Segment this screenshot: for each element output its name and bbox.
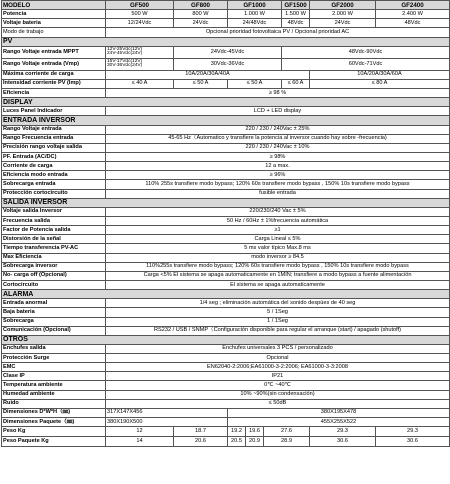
cell: IP21: [106, 372, 450, 381]
row-label: Entrada anormal: [2, 299, 106, 308]
section-header-alarma: [2, 290, 450, 299]
section-header-salida: [2, 198, 450, 207]
row-label: Eficiencia modo entrada: [2, 171, 106, 180]
row-label: PF. Entrada (AC/DC): [2, 152, 106, 161]
row-label: Factor de Potencia salida: [2, 226, 106, 235]
section-header-entrada: [2, 116, 450, 125]
cell: ≥ 96%: [106, 171, 450, 180]
cell: 2.400 W: [376, 10, 450, 19]
cell: 48Vdc: [376, 19, 450, 28]
cell: 380X195X478: [228, 408, 450, 417]
section-title: PV: [2, 37, 450, 46]
model-label: MODELO: [2, 1, 106, 10]
model-gf800: GF800: [174, 1, 228, 10]
row-label: Modo de trabajo: [2, 28, 106, 37]
row-label: EMC: [2, 363, 106, 372]
table-row: [2, 372, 450, 381]
cell: 30.6: [310, 437, 376, 447]
cell: 20.5: [228, 437, 246, 447]
row-label: Eficiencia: [2, 88, 106, 97]
section-header-otros: [2, 335, 450, 344]
table-row: [2, 308, 450, 317]
table-row: [2, 418, 450, 427]
row-label: Peso Kg: [2, 427, 106, 437]
model-gf500: GF500: [106, 1, 174, 10]
row-label: Baja bateria: [2, 308, 106, 317]
row-label: Ruido: [2, 399, 106, 408]
table-row: [2, 46, 450, 58]
cell: 24/48Vdc: [228, 19, 282, 28]
cell: 2.000 W: [310, 10, 376, 19]
cell: 24Vdc: [310, 19, 376, 28]
section-header-pv: [2, 37, 450, 46]
cell: 29.3: [310, 427, 376, 437]
cell: 45-65 Hz（Automatico y transfiere la potencia al inversor cuando hay sobre -frecuencia): [106, 134, 450, 143]
cell: 19.6: [246, 427, 264, 437]
table-row: [2, 143, 450, 152]
row-label: Intensidad corriente PV (Imp): [2, 79, 106, 88]
table-row: [2, 171, 450, 180]
table-row: [2, 253, 450, 262]
row-label: Dimensiones D*W*H（㎜): [2, 408, 106, 417]
row-label: Rango Voltaje entrada MPPT: [2, 46, 106, 58]
model-header-row: [2, 1, 450, 10]
row-label: Sobrecarga inversor: [2, 262, 106, 271]
row-label: Clase IP: [2, 372, 106, 381]
row-label: Luces Panel Indicador: [2, 107, 106, 116]
row-label: Temperatura ambiente: [2, 381, 106, 390]
cell: El sistema se apaga automaticamente: [106, 280, 450, 289]
cell: 10% ~90%(sin condensación): [106, 390, 450, 399]
row-label: Sobrecarga: [2, 317, 106, 326]
cell: 24Vdc-45Vdc: [174, 46, 282, 58]
model-gf1000: GF1000: [228, 1, 282, 10]
cell: ≤ 50dB: [106, 399, 450, 408]
table-row: [2, 437, 450, 447]
table-row: [2, 244, 450, 253]
cell: 5 ms valor típico Max.8 ms: [106, 244, 450, 253]
row-label: Max Eficiencia: [2, 253, 106, 262]
row-label: Rango Frecuencia entrada: [2, 134, 106, 143]
cell: 50 Hz / 60Hz ± 1%frecuencia automática: [106, 216, 450, 225]
cell: EN62040-2:2006;EA61000-3-2:2006; EA61000-3-3:2008: [106, 363, 450, 372]
cell: ≤ 50 A: [228, 79, 282, 88]
row-label: Tiempo transferencia PV-AC: [2, 244, 106, 253]
cell: 220 / 230 / 240Vac ± 10%: [106, 143, 450, 152]
row-label: Cortocircuito: [2, 280, 106, 289]
cell: RS232 / USB / SNMP（Configuración disponible para regular el arranque (start) / apagado (shutoff): [106, 326, 450, 335]
model-gf2400: GF2400: [376, 1, 450, 10]
cell: 1.500 W: [282, 10, 310, 19]
section-title: ALARMA: [2, 290, 450, 299]
table-row: [2, 280, 450, 289]
spec-table: [1, 0, 450, 447]
model-gf1500: GF1500: [282, 1, 310, 10]
cell: ≥1: [106, 226, 450, 235]
cell-line: 12V-25Vdc(12V): [107, 46, 143, 52]
cell: 14: [106, 437, 174, 447]
cell: 28.9: [264, 437, 310, 447]
cell: 29.3: [376, 427, 450, 437]
cell: Enchufes universales 3 PCS / personalizado: [106, 344, 450, 353]
row-label: Distorsión de la señal: [2, 235, 106, 244]
row-label: Voltaje salida Inversor: [2, 207, 106, 216]
cell: ≤ 40 A: [106, 79, 174, 88]
cell: Opcional: [106, 354, 450, 363]
table-row: [2, 399, 450, 408]
table-row: [2, 88, 450, 97]
table-row: [2, 10, 450, 19]
row-label: Dimensiones Paquete（㎜): [2, 418, 106, 427]
cell-line: 30V-36Vdc(24V): [107, 63, 143, 69]
row-label: Enchufes salida: [2, 344, 106, 353]
cell: 48Vdc-90Vdc: [282, 46, 450, 58]
cell: 1.000 W: [228, 10, 282, 19]
table-row: [2, 427, 450, 437]
table-row: [2, 216, 450, 225]
cell: 220/230/240 Vac ± 5%: [106, 207, 450, 216]
table-row: [2, 28, 450, 37]
cell: 12 a max.: [106, 162, 450, 171]
section-title: SALIDA INVERSOR: [2, 198, 450, 207]
cell: [106, 58, 174, 70]
row-label: Comunicación (Opcional): [2, 326, 106, 335]
cell: 380X190X500: [106, 418, 228, 427]
cell-line: 15V-17Vdc(12V): [107, 58, 143, 64]
model-gf2000: GF2000: [310, 1, 376, 10]
row-label: Peso Paquete Kg: [2, 437, 106, 447]
cell: 220 / 230 / 240Vac ± 25%: [106, 125, 450, 134]
cell: 30Vdc-36Vdc: [174, 58, 282, 70]
table-row: [2, 162, 450, 171]
table-row: [2, 344, 450, 353]
cell: ≥ 98 %: [106, 88, 450, 97]
cell: 48Vdc: [282, 19, 310, 28]
cell: 12/24Vdc: [106, 19, 174, 28]
cell: ≤ 60 A: [282, 79, 310, 88]
cell: 12: [106, 427, 174, 437]
cell: 20.9: [246, 437, 264, 447]
table-row: [2, 354, 450, 363]
cell: ≤ 80 A: [310, 79, 450, 88]
table-row: [2, 271, 450, 280]
row-label: Voltaje bateria: [2, 19, 106, 28]
cell: 18.7: [174, 427, 228, 437]
table-row: [2, 299, 450, 308]
table-row: [2, 107, 450, 116]
table-row: [2, 363, 450, 372]
cell: 800 W: [174, 10, 228, 19]
table-row: [2, 235, 450, 244]
table-row: [2, 79, 450, 88]
cell: ≥ 98%: [106, 152, 450, 161]
cell: fusible entrada: [106, 189, 450, 198]
row-label: Precisión rango voltaje salida: [2, 143, 106, 152]
table-row: [2, 326, 450, 335]
cell: 10A/20A/30A/60A: [310, 70, 450, 79]
row-label: Corriente de carga: [2, 162, 106, 171]
cell: 20.6: [174, 437, 228, 447]
cell: 110% 255s transfiere modo bypass; 120% 60s transfiere modo bypass , 150% 10s transfiere modo bypass: [106, 180, 450, 189]
cell: LCD + LED display: [106, 107, 450, 116]
row-label: Sobrecarga entrada: [2, 180, 106, 189]
row-label: No- carga off (Opcional): [2, 271, 106, 280]
cell: 60Vdc-71Vdc: [282, 58, 450, 70]
row-label: Rango Voltaje entrada: [2, 125, 106, 134]
table-row: [2, 390, 450, 399]
cell: 455X255X522: [228, 418, 450, 427]
row-label: Protección cortocircuito: [2, 189, 106, 198]
cell: 0℃ ~40℃: [106, 381, 450, 390]
table-row: [2, 134, 450, 143]
cell: 30.6: [376, 437, 450, 447]
section-header-display: [2, 98, 450, 107]
row-label: Máxima corriente de carga: [2, 70, 106, 79]
cell: Opcional prioridad fotovoltaica PV / Opcional prioridad AC: [106, 28, 450, 37]
cell: 500 W: [106, 10, 174, 19]
cell: 1 / 1Seg: [106, 317, 450, 326]
table-row: [2, 226, 450, 235]
section-title: DISPLAY: [2, 98, 450, 107]
table-row: [2, 317, 450, 326]
table-row: [2, 381, 450, 390]
table-row: [2, 70, 450, 79]
cell-line: 24V-45Vdc(24V): [107, 51, 143, 57]
row-label: Rango Voltaje entrada (Vmp): [2, 58, 106, 70]
table-row: [2, 207, 450, 216]
table-row: [2, 180, 450, 189]
cell: Carga <5% El sistema se apaga automaticamente en 1MIN; transfiere a modo bypass a fuente alimentación: [106, 271, 450, 280]
table-row: [2, 408, 450, 417]
cell: 27.6: [264, 427, 310, 437]
section-title: OTROS: [2, 335, 450, 344]
table-row: [2, 152, 450, 161]
cell: 10A/20A/30A/40A: [106, 70, 310, 79]
cell: 317X147X456: [106, 408, 228, 417]
row-label: Humedad ambiente: [2, 390, 106, 399]
cell: 5 / 1Seg: [106, 308, 450, 317]
table-row: [2, 58, 450, 70]
cell: ≤ 50 A: [174, 79, 228, 88]
row-label: Protección Surge: [2, 354, 106, 363]
section-title: ENTRADA INVERSOR: [2, 116, 450, 125]
table-row: [2, 262, 450, 271]
cell: 1/4 seg ; eliminación automática del sonido despúes de 40 seg: [106, 299, 450, 308]
cell: 24Vdc: [174, 19, 228, 28]
table-row: [2, 19, 450, 28]
cell: [106, 46, 174, 58]
cell: modo inversor ≥ 84.5: [106, 253, 450, 262]
table-row: [2, 189, 450, 198]
row-label: Potencia: [2, 10, 106, 19]
cell: 19.2: [228, 427, 246, 437]
cell: Carga Lineal ≤ 5%: [106, 235, 450, 244]
table-row: [2, 125, 450, 134]
cell: 110%255s transfiere modo bypass; 120% 60s transfiere modo bypass , 150% 10s transfiere modo bypass: [106, 262, 450, 271]
row-label: Frecuencia salida: [2, 216, 106, 225]
